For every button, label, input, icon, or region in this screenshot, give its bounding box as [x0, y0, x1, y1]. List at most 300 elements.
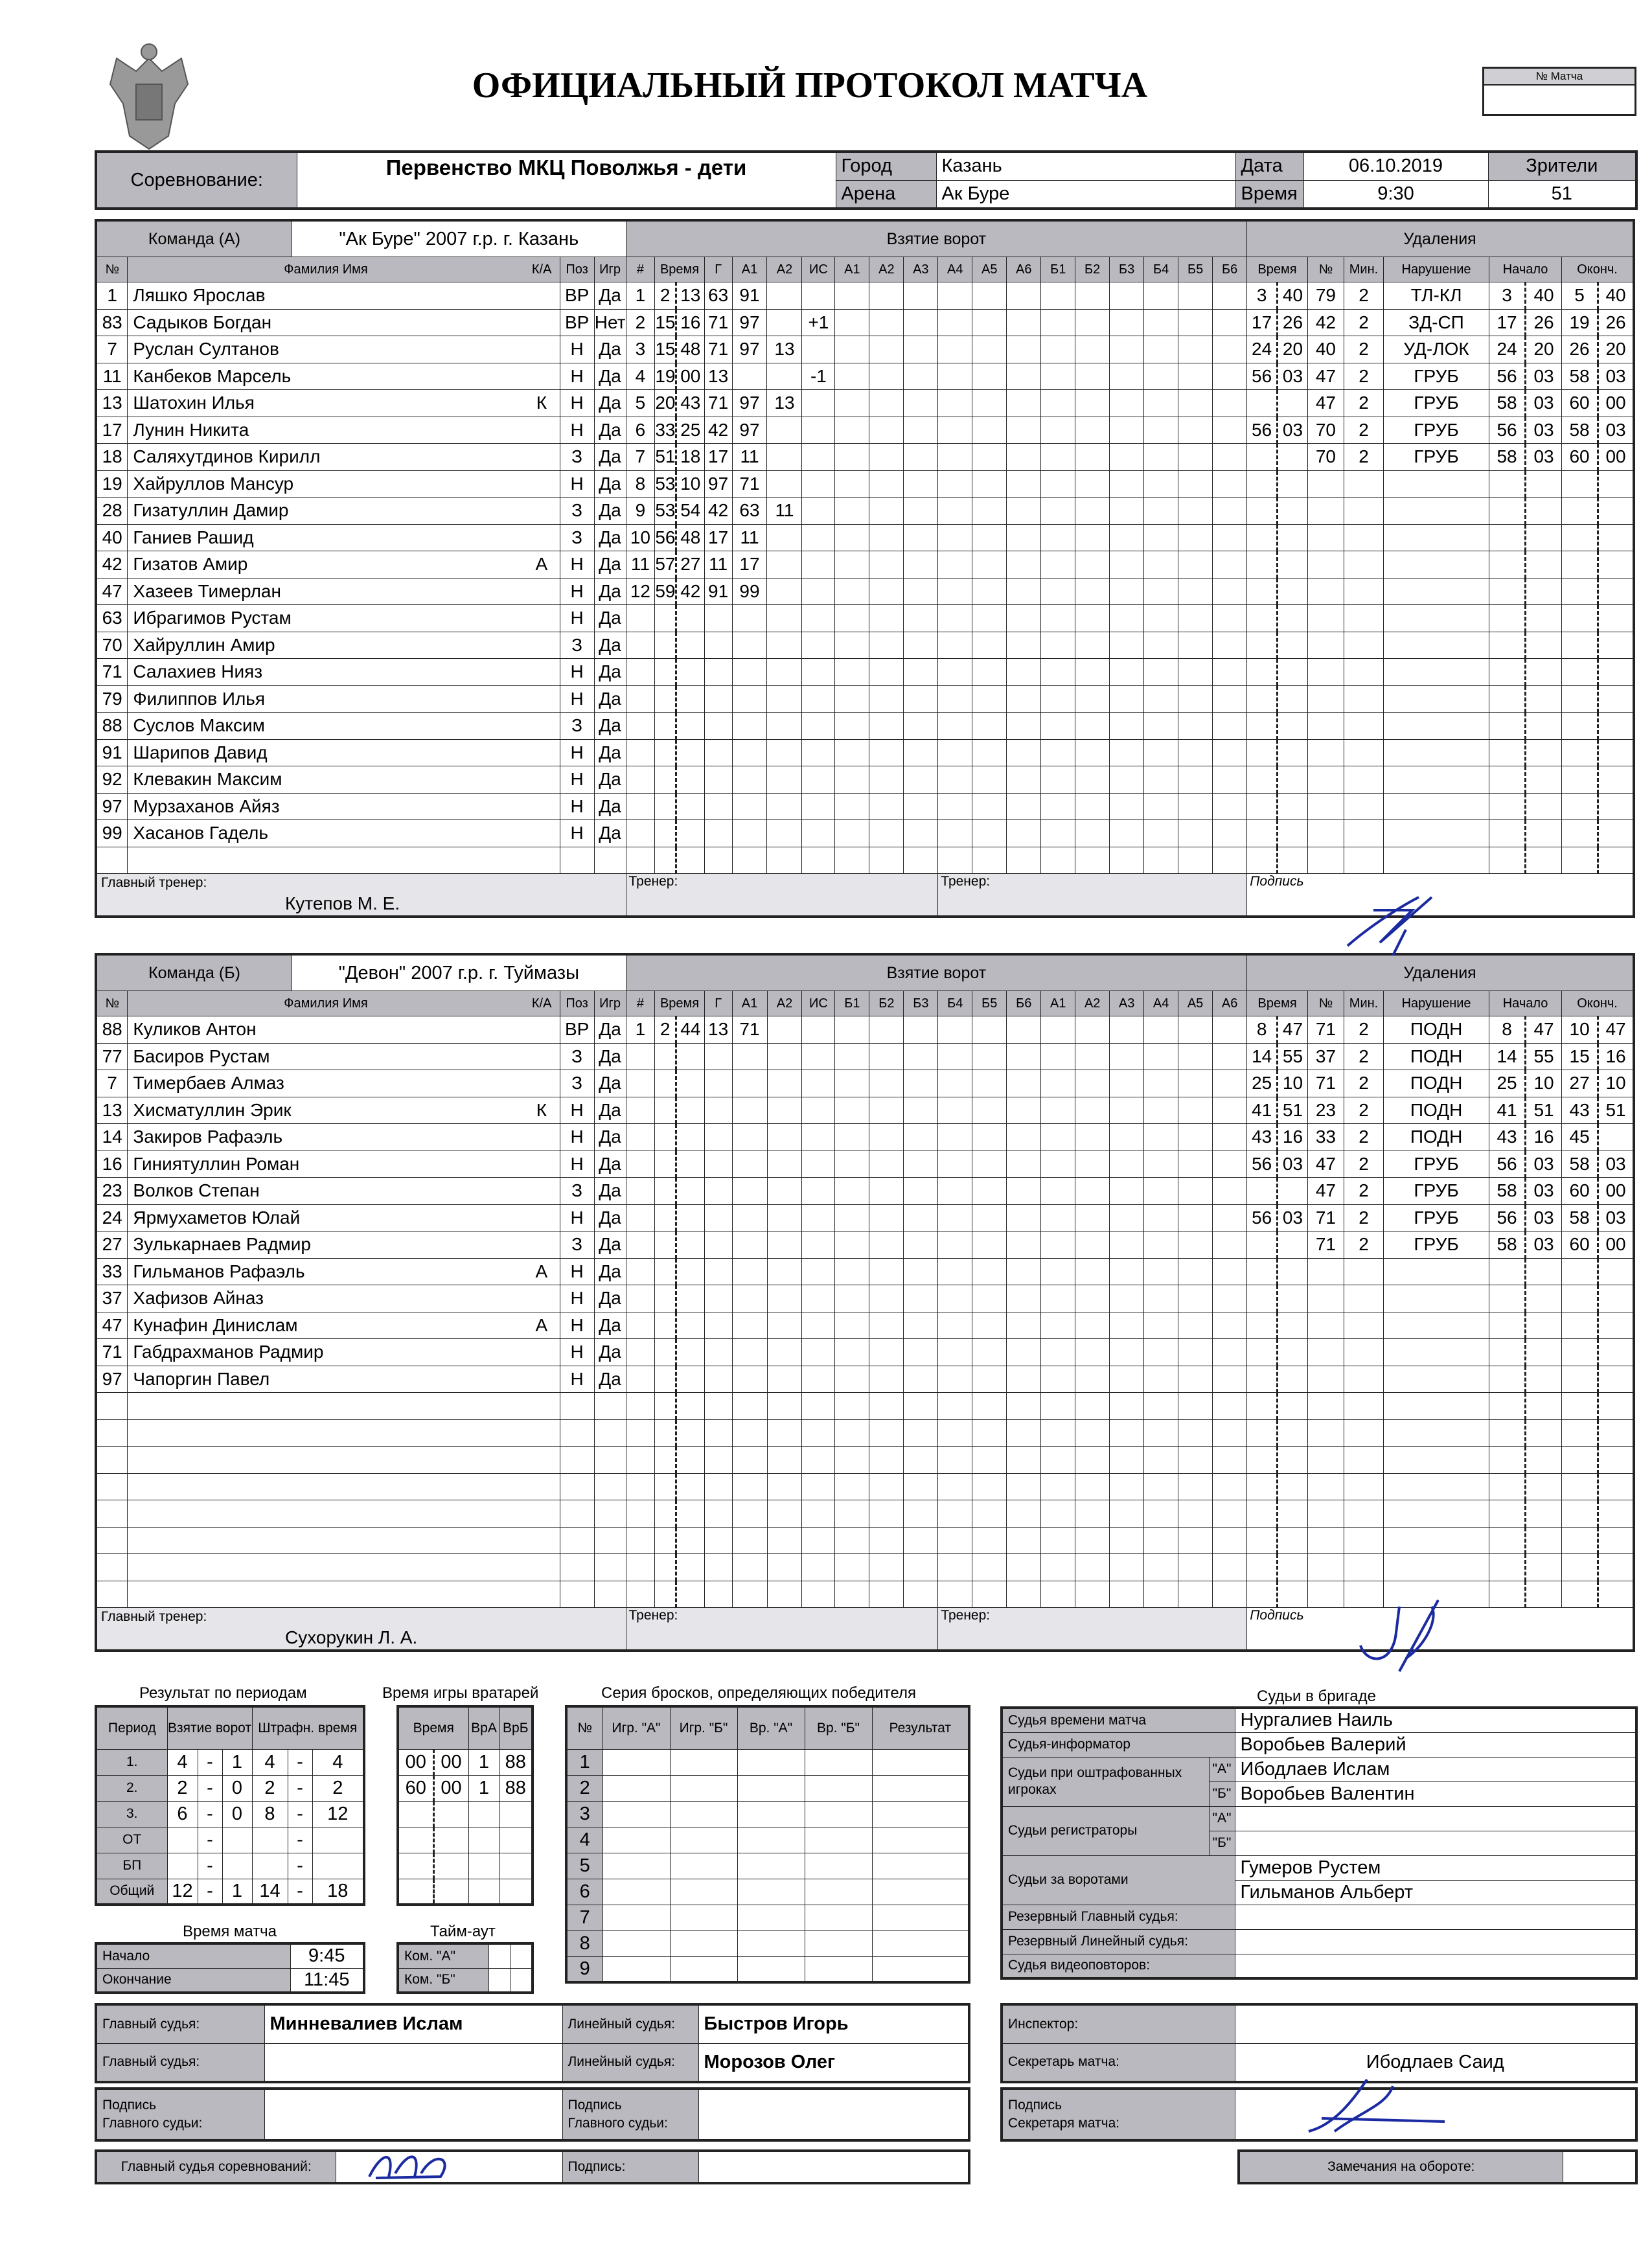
penalty-end-sec: [1598, 685, 1634, 713]
penalty-second: 03: [1278, 417, 1308, 444]
penalty-violation: ГРУБ: [1384, 444, 1489, 471]
goal-scorer: [704, 1178, 732, 1205]
player-captain: [523, 1231, 560, 1259]
penalty-start-min: [1489, 1500, 1526, 1528]
player-number: 71: [96, 1339, 128, 1366]
goal-situation: [802, 739, 835, 766]
goal-number: [626, 1043, 655, 1070]
penalty-player: [1307, 1285, 1344, 1312]
penalty-second: [1278, 524, 1308, 551]
period-row: Общий 12 - 1 14 - 18: [96, 1879, 364, 1905]
goal-situation: [802, 1016, 835, 1044]
player-position: З: [560, 498, 594, 525]
player-captain: [523, 1527, 560, 1554]
goal-scorer: [704, 1527, 732, 1554]
penalty-player: [1307, 739, 1344, 766]
goalie-row: [398, 1827, 533, 1853]
player-number: 37: [96, 1285, 128, 1312]
penalty-player: [1307, 766, 1344, 794]
goal-situation: [802, 793, 835, 820]
goal-scorer: [704, 659, 732, 686]
head-coach-value: Кутепов М. Е.: [285, 893, 400, 913]
goal-number: 12: [626, 578, 655, 605]
penalty-violation: ГРУБ: [1384, 363, 1489, 390]
penalty-second: [1278, 739, 1308, 766]
penalty-start-sec: [1526, 739, 1562, 766]
player-row: [96, 390, 1634, 417]
penalty-minutes: 2: [1344, 1178, 1383, 1205]
player-position: З: [560, 444, 594, 471]
penalty-minute: [1247, 1419, 1278, 1447]
penalty-start-min: [1489, 847, 1526, 874]
penalty-second: 26: [1278, 309, 1308, 336]
period-pen-a: [252, 1853, 288, 1879]
player-name: Закиров Рафаэль: [128, 1124, 523, 1151]
goal-assist-1: [732, 766, 767, 794]
time-value: 9:30: [1303, 180, 1488, 209]
goal-scorer: [704, 1258, 732, 1285]
penalty-start-min: [1489, 713, 1526, 740]
goal-number: [626, 1312, 655, 1339]
goal-assist-2: [767, 1124, 802, 1151]
period-goals-a: [167, 1853, 198, 1879]
goal-number: [626, 1473, 655, 1500]
player-name: Гильманов Рафаэль: [128, 1258, 523, 1285]
player-played: Да: [594, 578, 626, 605]
penalty-end-min: [1562, 578, 1598, 605]
teamB-penalties-header: Удаления: [1247, 954, 1634, 991]
penalty-player: 70: [1307, 444, 1344, 471]
penalty-end-sec: [1598, 1473, 1634, 1500]
teamB-name: "Девон" 2007 г.р. г. Туймазы: [292, 956, 626, 991]
penalty-start-sec: [1526, 632, 1562, 659]
goal-number: [626, 632, 655, 659]
player-captain: [523, 498, 560, 525]
penalty-second: [1278, 1393, 1308, 1420]
penalty-end-sec: [1598, 1554, 1634, 1581]
player-name: Гиниятуллин Роман: [128, 1151, 523, 1178]
penalty-violation: ГРУБ: [1384, 1204, 1489, 1231]
main-ref-label-1: Главный судья:: [96, 2004, 264, 2043]
penalty-minutes: 2: [1344, 1204, 1383, 1231]
goal-second: [676, 1339, 704, 1366]
penalty-minute: [1247, 1258, 1278, 1285]
penalty-start-min: 25: [1489, 1070, 1526, 1097]
goal-assist-1: [732, 1097, 767, 1124]
penalty-player: [1307, 1258, 1344, 1285]
player-name: Хасанов Гадель: [128, 820, 523, 847]
goal-second: 42: [676, 578, 704, 605]
penalty-player: 79: [1307, 282, 1344, 310]
main-ref-2: [264, 2043, 562, 2082]
player-row: [96, 1043, 1634, 1070]
player-number: 13: [96, 1097, 128, 1124]
penalty-player: [1307, 685, 1344, 713]
penalty-player: [1307, 793, 1344, 820]
goal-minute: [655, 1527, 676, 1554]
penalty-minute: [1247, 1312, 1278, 1339]
goal-assist-1: 71: [732, 1016, 767, 1044]
player-number: [96, 1500, 128, 1528]
player-captain: А: [523, 551, 560, 578]
penalty-minutes: 2: [1344, 390, 1383, 417]
player-name: Ибрагимов Рустам: [128, 605, 523, 632]
penalty-end-sec: [1598, 1393, 1634, 1420]
player-row: [96, 363, 1634, 390]
goal-situation: [802, 1419, 835, 1447]
penalty-minutes: 2: [1344, 1231, 1383, 1259]
penalty-minute: 25: [1247, 1070, 1278, 1097]
penalty-start-sec: 03: [1526, 444, 1562, 471]
player-number: 27: [96, 1231, 128, 1259]
goal-second: [676, 1312, 704, 1339]
goal-scorer: [704, 1419, 732, 1447]
penalty-player: [1307, 1554, 1344, 1581]
goal-assist-2: [767, 1447, 802, 1474]
goal-second: 16: [676, 309, 704, 336]
team-a-section: [95, 219, 1635, 918]
penalty-end-min: [1562, 820, 1598, 847]
periods-h-goals: Взятие ворот: [167, 1706, 252, 1749]
goal-assist-1: [732, 605, 767, 632]
player-position: Н: [560, 1097, 594, 1124]
player-captain: [523, 1178, 560, 1205]
penalty-player: 47: [1307, 1151, 1344, 1178]
goal-assist-2: [767, 444, 802, 471]
periods-title: Результат по периодам: [139, 1684, 307, 1702]
goal-number: [626, 1285, 655, 1312]
goal-minute: 59: [655, 578, 676, 605]
goal-assist-1: [732, 1366, 767, 1393]
penalty-minute: [1247, 470, 1278, 498]
coach-b-signature: [1335, 1594, 1458, 1678]
player-captain: [523, 1070, 560, 1097]
goal-scorer: [704, 1473, 732, 1500]
player-played: [594, 847, 626, 874]
player-number: 47: [96, 1312, 128, 1339]
penalty-player: 47: [1307, 363, 1344, 390]
player-row: [96, 1204, 1634, 1231]
penalty-end-sec: 03: [1598, 1151, 1634, 1178]
goal-second: 48: [676, 524, 704, 551]
teamA-goals-header: Взятие ворот: [626, 220, 1247, 257]
goal-assist-2: [767, 417, 802, 444]
penalty-minutes: [1344, 1285, 1383, 1312]
penalty-start-sec: [1526, 659, 1562, 686]
player-played: Да: [594, 444, 626, 471]
player-position: З: [560, 713, 594, 740]
penalty-minute: [1247, 1447, 1278, 1474]
penalty-violation: ГРУБ: [1384, 1231, 1489, 1259]
head-coach-label: Главный тренер:: [101, 1609, 207, 1624]
penalty-start-min: [1489, 1339, 1526, 1366]
goal-scorer: 71: [704, 309, 732, 336]
player-row: [96, 685, 1634, 713]
player-captain: [523, 1366, 560, 1393]
player-number: [96, 1419, 128, 1447]
shootout-row: 5: [566, 1853, 969, 1879]
player-number: 33: [96, 1258, 128, 1285]
period-row: 1. 4 - 1 4 - 4: [96, 1749, 364, 1775]
penalty-minute: 43: [1247, 1124, 1278, 1151]
goal-situation: [802, 1258, 835, 1285]
player-position: [560, 1419, 594, 1447]
penalty-end-min: [1562, 1581, 1598, 1608]
goal-assist-2: [767, 309, 802, 336]
player-captain: [523, 1419, 560, 1447]
player-name: Басиров Рустам: [128, 1043, 523, 1070]
penalty-violation: ЗД-СП: [1384, 309, 1489, 336]
penalty-minutes: [1344, 739, 1383, 766]
penalty-player: 23: [1307, 1097, 1344, 1124]
goal-assist-2: [767, 578, 802, 605]
goal-minute: [655, 659, 676, 686]
penalty-minute: [1247, 659, 1278, 686]
penalty-end-min: [1562, 498, 1598, 525]
penalty-minute: [1247, 578, 1278, 605]
penalty-start-min: 58: [1489, 390, 1526, 417]
goal-situation: [802, 470, 835, 498]
goal-second: [676, 739, 704, 766]
shootout-table: № Игр. "А" Игр. "Б" Вр. "А" Вр. "Б" Результат 1 2 3 4 5 6 7 8 9: [565, 1705, 970, 1984]
goal-assist-2: 13: [767, 336, 802, 363]
penalty-violation: [1384, 498, 1489, 525]
penalty-second: 51: [1278, 1097, 1308, 1124]
player-name: Хисматуллин Эрик: [128, 1097, 523, 1124]
goal-minute: [655, 1473, 676, 1500]
emblem-icon: [91, 39, 207, 155]
player-name: Тимербаев Алмаз: [128, 1070, 523, 1097]
penalty-start-min: [1489, 766, 1526, 794]
penalty-minutes: [1344, 1527, 1383, 1554]
player-position: [560, 1527, 594, 1554]
header-info: [95, 150, 1638, 210]
player-row: [96, 632, 1634, 659]
goal-second: [676, 1473, 704, 1500]
penalty-a-tag: "А": [1209, 1757, 1235, 1781]
penalty-end-sec: [1598, 1527, 1634, 1554]
player-row: [96, 470, 1634, 498]
penalty-start-sec: [1526, 1419, 1562, 1447]
player-row: [96, 1097, 1634, 1124]
penalty-end-min: [1562, 685, 1598, 713]
goal-second: [676, 793, 704, 820]
penalty-end-sec: [1598, 1581, 1634, 1608]
penalty-violation: ПОДН: [1384, 1043, 1489, 1070]
goal-assist-1: [732, 739, 767, 766]
player-name: [128, 1393, 523, 1420]
goal-scorer: [704, 793, 732, 820]
player-row: [96, 524, 1634, 551]
penalty-violation: [1384, 605, 1489, 632]
goal-minute: 15: [655, 336, 676, 363]
penalty-start-min: [1489, 1473, 1526, 1500]
player-name: Клевакин Максим: [128, 766, 523, 794]
penalty-end-min: [1562, 659, 1598, 686]
goal-minute: [655, 847, 676, 874]
penalty-violation: [1384, 578, 1489, 605]
penalty-start-min: [1489, 470, 1526, 498]
penalty-minute: [1247, 1339, 1278, 1366]
penalty-player: [1307, 1312, 1344, 1339]
goal-scorer: [704, 1393, 732, 1420]
penalty-minutes: 2: [1344, 417, 1383, 444]
teamA-table: Команда (А) "Ак Буре" 2007 г.р. г. Казань Взятие ворот Удаления № Фамилия Имя К/А Поз Игр # Время Г А1 А2 ИС А1 А2 А3 А4 А5 А6 Б1 Б2 Б3 Б4 Б5 Б6 Время № Мин. Нарушение Начало Оконч. 1 Ляшко Ярослав ВР Да 1 2 13 63 91 3 40 79 2 ТЛ-КЛ 3 40 5 40 83 Садыков Богдан ВР Нет 2 15 16 71 97 +1 17 26 42 2 ЗД-СП 17 26 19 26 7 Руслан Султанов Н Да 3 15 48 71 97 13 24 20 40 2 УД-ЛОК 24 20 26 20 11 Канбеков Марсель Н Да 4 19 00 13 -1 56 03 47 2 ГРУБ 56 03 58 03 13 Шатохин Илья К Н Да 5 20 43 71 97 13 47 2 ГРУБ 58 03 60 00 17 Лунин Никита Н Да 6 33 25 42 97 56 03 70 2 ГРУБ 56 03 58 03 18 Саляхутдинов Кирилл З Да 7 51 18 17 11 70 2 ГРУБ 58 03 60 00 19 Хайруллов Мансур Н Да 8 53 10 97 71 28 Гизатуллин Дамир З Да 9 53 54 42 63 11 40 Ганиев Рашид З Да 10 56 48 17 11 42 Гизатов Амир А Н Да 11 57 27 11 17 47 Хазеев Тимерлан Н Да 12 59 42 91 99 63 Ибрагимов Рустам Н Да 70 Хайруллин Амир З Да 71 Салахиев Нияз Н Да 79 Филиппов Илья Н Да 88 Суслов Максим З Да 91 Шарипов Давид Н Да 92 Клевакин Максим Н Да 97 Мурзаханов Айяз Н Да 99 Хасанов Гадель Н Да Главный тренер: Кутепов М. Е. Тренер: Тренер: Подпись: [95, 219, 1635, 918]
goal-assist-2: [767, 1339, 802, 1366]
goal-number: 4: [626, 363, 655, 390]
penalty-player: [1307, 659, 1344, 686]
player-row: [96, 1500, 1634, 1528]
goal-second: [676, 1043, 704, 1070]
penalty-player: [1307, 498, 1344, 525]
penalty-player: [1307, 1527, 1344, 1554]
penalty-minutes: [1344, 1500, 1383, 1528]
penalty-end-min: 15: [1562, 1043, 1598, 1070]
player-captain: [523, 1016, 560, 1044]
chief-referee-table: [95, 2149, 970, 2184]
player-name: [128, 1554, 523, 1581]
player-row: [96, 820, 1634, 847]
player-position: Н: [560, 417, 594, 444]
penalty-minutes: [1344, 551, 1383, 578]
coach-a-signature: [1335, 884, 1458, 962]
penalty-violation: ГРУБ: [1384, 1151, 1489, 1178]
goal-situation: [802, 1527, 835, 1554]
player-number: 71: [96, 659, 128, 686]
goal-scorer: 17: [704, 444, 732, 471]
goal-situation: [802, 1285, 835, 1312]
period-pen-b: 2: [312, 1775, 364, 1801]
player-captain: [523, 417, 560, 444]
penalty-second: 47: [1278, 1016, 1308, 1044]
player-name: Ляшко Ярослав: [128, 282, 523, 310]
head-coach-value: Сухорукин Л. А.: [285, 1627, 418, 1647]
penalty-start-sec: [1526, 713, 1562, 740]
goal-second: 10: [676, 470, 704, 498]
penalty-minutes: [1344, 1393, 1383, 1420]
player-captain: [523, 632, 560, 659]
penalty-violation: УД-ЛОК: [1384, 336, 1489, 363]
sig-main-label-2: Подпись Главного судьи:: [562, 2089, 698, 2140]
period-name: БП: [96, 1853, 167, 1879]
goal-minute: [655, 766, 676, 794]
player-name: Саляхутдинов Кирилл: [128, 444, 523, 471]
penalty-start-sec: [1526, 498, 1562, 525]
period-name: Общий: [96, 1879, 167, 1905]
goal-scorer: [704, 1366, 732, 1393]
player-captain: [523, 1581, 560, 1608]
period-pen-a: 4: [252, 1749, 288, 1775]
penalty-minute: [1247, 1285, 1278, 1312]
goal-assist-2: [767, 713, 802, 740]
penalty-end-min: [1562, 1500, 1598, 1528]
penalty-violation: [1384, 847, 1489, 874]
goal-assist-2: [767, 1258, 802, 1285]
shootout-title: Серия бросков, определяющих победителя: [601, 1684, 916, 1702]
player-played: Да: [594, 739, 626, 766]
penalty-minute: [1247, 1178, 1278, 1205]
penalty-second: [1278, 578, 1308, 605]
penalty-player: [1307, 820, 1344, 847]
goal-number: [626, 1554, 655, 1581]
penalty-start-min: [1489, 1581, 1526, 1608]
penalty-end-sec: 03: [1598, 417, 1634, 444]
goal-assist-1: [732, 1043, 767, 1070]
goal-assist-2: [767, 820, 802, 847]
penalty-end-min: 45: [1562, 1124, 1598, 1151]
goal-assist-1: [732, 1527, 767, 1554]
penalty-minutes: 2: [1344, 1151, 1383, 1178]
player-captain: [523, 685, 560, 713]
goal-assist-1: [732, 1151, 767, 1178]
teamA-name: "Ак Буре" 2007 г.р. г. Казань: [292, 222, 626, 257]
goal-assist-2: [767, 1527, 802, 1554]
period-goals-b: [222, 1853, 252, 1879]
player-name: Гизатов Амир: [128, 551, 523, 578]
player-captain: А: [523, 1312, 560, 1339]
player-position: [560, 1473, 594, 1500]
penalty-player: 71: [1307, 1231, 1344, 1259]
player-played: Да: [594, 1285, 626, 1312]
penalty-second: [1278, 1447, 1308, 1474]
player-position: З: [560, 1231, 594, 1259]
goal-assist-1: [732, 713, 767, 740]
goal-number: [626, 1366, 655, 1393]
player-played: Да: [594, 685, 626, 713]
penalty-minute: [1247, 524, 1278, 551]
penalty-start-sec: [1526, 1554, 1562, 1581]
penalty-minutes: 2: [1344, 363, 1383, 390]
goal-assist-1: 71: [732, 470, 767, 498]
player-captain: А: [523, 1258, 560, 1285]
penalty-start-sec: [1526, 578, 1562, 605]
player-row: [96, 498, 1634, 525]
player-position: Н: [560, 551, 594, 578]
player-row: [96, 282, 1634, 310]
penalty-start-sec: 03: [1526, 417, 1562, 444]
penalty-second: [1278, 1527, 1308, 1554]
goal-number: 1: [626, 282, 655, 310]
player-position: Н: [560, 685, 594, 713]
penalty-start-sec: [1526, 1312, 1562, 1339]
inspector-table: [1000, 2003, 1638, 2083]
penalty-player: [1307, 524, 1344, 551]
penalty-end-sec: [1598, 1285, 1634, 1312]
reserve-line-label: Резервный Линейный судья:: [1002, 1929, 1235, 1954]
penalty-minute: [1247, 739, 1278, 766]
penalty-player: [1307, 632, 1344, 659]
penalty-player: 42: [1307, 309, 1344, 336]
goalie-row: [398, 1853, 533, 1879]
goal-number: [626, 1124, 655, 1151]
penalty-end-min: 60: [1562, 390, 1598, 417]
player-position: [560, 1447, 594, 1474]
shootout-row: 6: [566, 1879, 969, 1905]
penalty-violation: [1384, 1473, 1489, 1500]
penalty-second: [1278, 766, 1308, 794]
penalty-second: [1278, 1285, 1308, 1312]
penalty-end-sec: [1598, 632, 1634, 659]
goal-second: [676, 713, 704, 740]
period-goals-a: [167, 1827, 198, 1853]
goal-situation: [802, 1124, 835, 1151]
penalty-end-min: 10: [1562, 1016, 1598, 1044]
goal-situation: [802, 605, 835, 632]
player-played: Да: [594, 632, 626, 659]
period-pen-b: 12: [312, 1801, 364, 1827]
player-number: 16: [96, 1151, 128, 1178]
penalty-minute: [1247, 605, 1278, 632]
